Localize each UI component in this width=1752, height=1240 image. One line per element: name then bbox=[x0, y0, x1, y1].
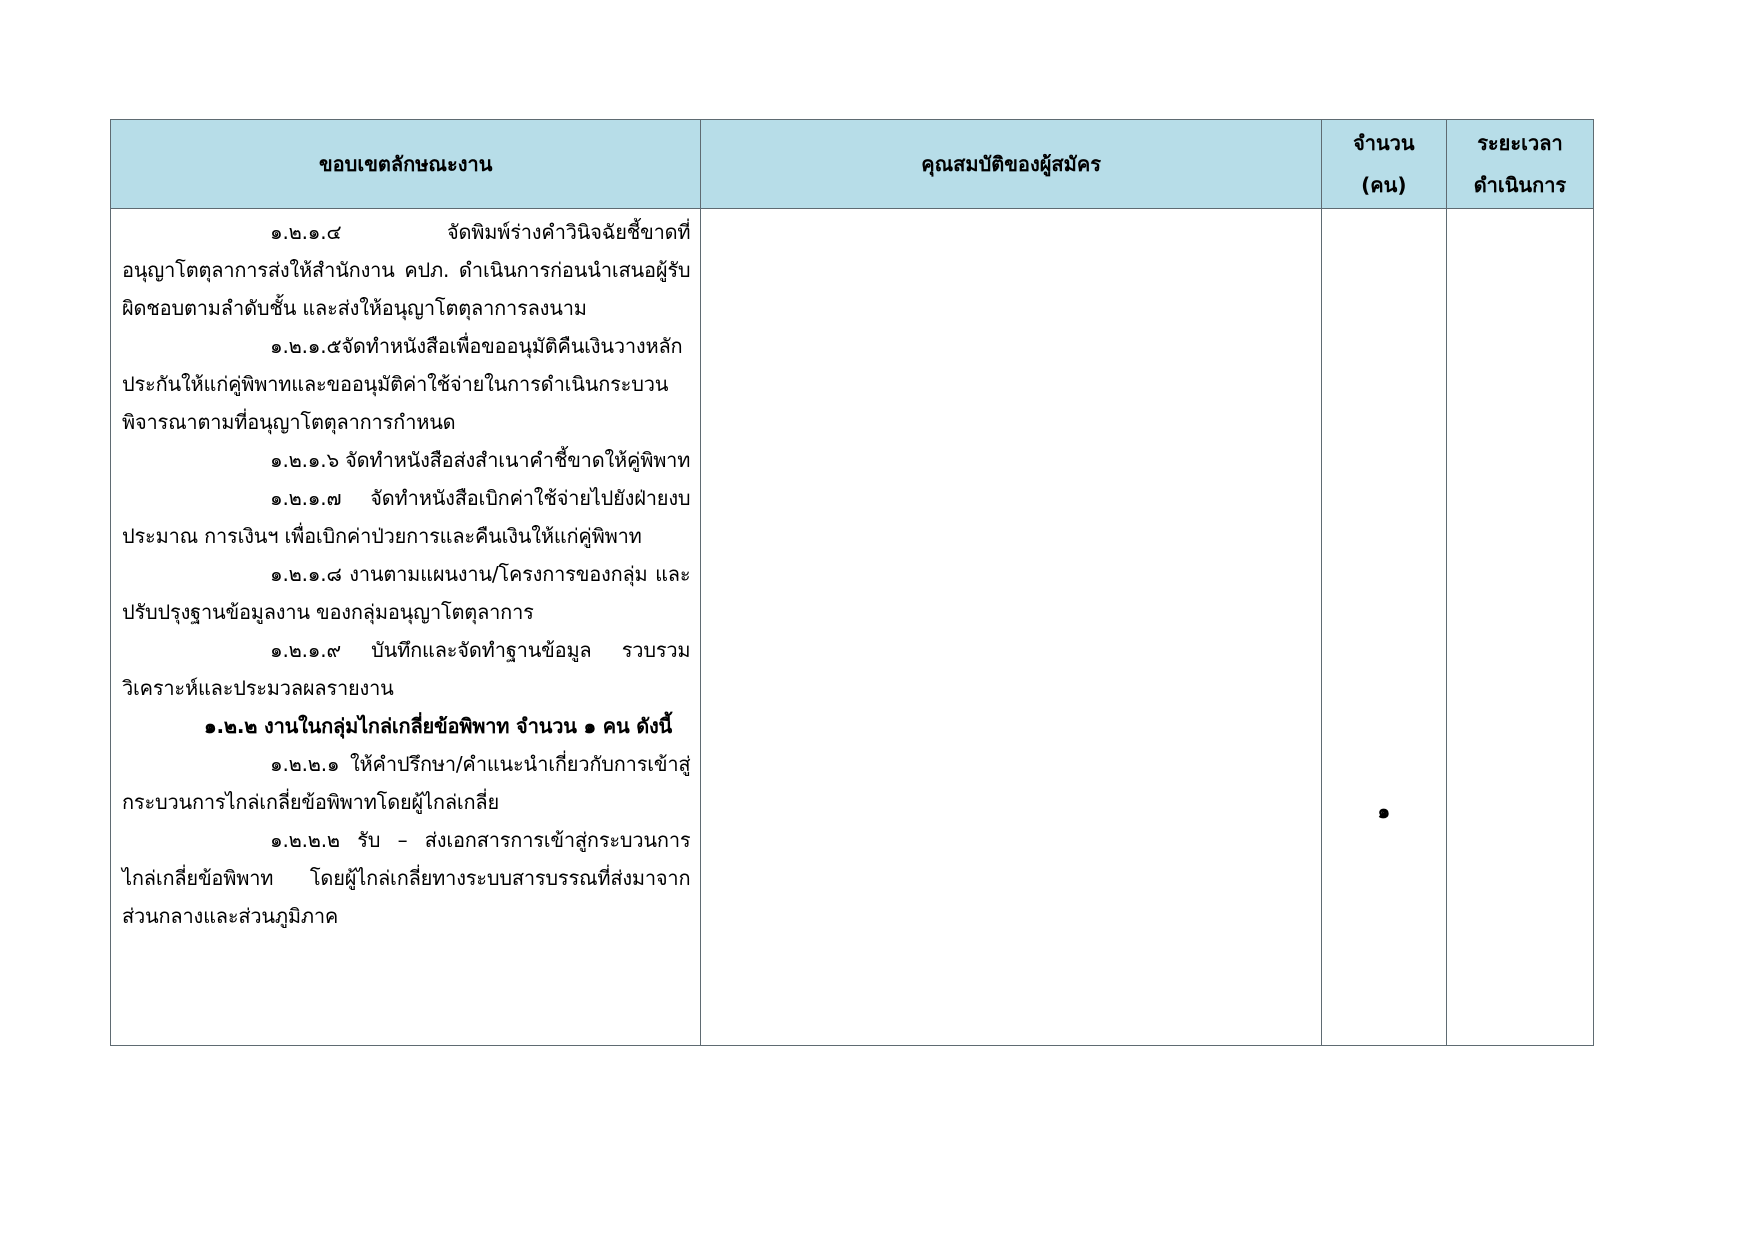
header-period-line1: ระยะเวลา bbox=[1477, 131, 1563, 155]
count-cell bbox=[1321, 209, 1446, 1046]
count-value: ๑ bbox=[1377, 799, 1391, 823]
scope-item: ๑.๒.๒.๑ ให้คำปรึกษา/คำแนะนำเกี่ยวกับการเข้าสู่กระบวนการไกล่เกลี่ยข้อพิพาทโดยผู้ไกล่เกลี่ย bbox=[122, 752, 691, 814]
scope-item: ๑.๒.๑.๗ จัดทำหนังสือเบิกค่าใช้จ่ายไปยังฝ่ายงบประมาณ การเงินฯ เพื่อเบิกค่าป่วยการและคืนเงินให้แก่คู่พิพาท bbox=[122, 486, 691, 548]
header-count-line1: จำนวน bbox=[1353, 131, 1415, 155]
scope-item: ๑.๒.๑.๕จัดทำหนังสือเพื่อขออนุมัติคืนเงินวางหลักประกันให้แก่คู่พิพาทและขออนุมัติค่าใช้จ่ายในการดำเนินกระบวนพิจารณาตามที่อนุญาโตตุลาการกำหนด bbox=[122, 334, 683, 434]
header-period bbox=[1446, 120, 1593, 209]
header-scope: ขอบเขตลักษณะงาน bbox=[111, 120, 701, 209]
scope-item: ๑.๒.๑.๙ บันทึกและจัดทำฐานข้อมูล รวบรวมวิเคราะห์และประมวลผลรายงาน bbox=[122, 638, 691, 700]
table-header-row bbox=[111, 120, 1594, 209]
header-count bbox=[1321, 120, 1446, 209]
job-scope-table bbox=[110, 119, 1594, 1046]
period-cell bbox=[1446, 209, 1593, 1046]
header-qualification: คุณสมบัติของผู้สมัคร bbox=[701, 120, 1321, 209]
scope-cell bbox=[111, 209, 701, 1046]
qualification-cell bbox=[701, 209, 1321, 1046]
header-period-line2: ดำเนินการ bbox=[1473, 173, 1567, 197]
scope-item: ๑.๒.๒.๒ รับ – ส่งเอกสารการเข้าสู่กระบวนการไกล่เกลี่ยข้อพิพาท โดยผู้ไกล่เกลี่ยทางระบบสารบรรณที่ส่งมาจากส่วนกลางและส่วนภูมิภาค bbox=[122, 828, 691, 928]
scope-subsection-heading: ๑.๒.๒ งานในกลุ่มไกล่เกลี่ยข้อพิพาท จำนวน ๑ คน ดังนี้ bbox=[204, 714, 673, 738]
header-count-line2: (คน) bbox=[1361, 173, 1407, 197]
table-row bbox=[111, 209, 1594, 1046]
scope-item: ๑.๒.๑.๖ จัดทำหนังสือส่งสำเนาคำชี้ขาดให้คู่พิพาท bbox=[270, 448, 691, 472]
scope-item: ๑.๒.๑.๔ จัดพิมพ์ร่างคำวินิจฉัยชี้ขาดที่อนุญาโตตุลาการส่งให้สำนักงาน คปภ. ดำเนินการก่อนนำเสนอผู้รับผิดชอบตามลำดับชั้น และส่งให้อนุญาโตตุลาการลงนาม bbox=[122, 220, 691, 320]
scope-item: ๑.๒.๑.๘ งานตามแผนงาน/โครงการของกลุ่ม และปรับปรุงฐานข้อมูลงาน ของกลุ่มอนุญาโตตุลาการ bbox=[122, 562, 691, 624]
